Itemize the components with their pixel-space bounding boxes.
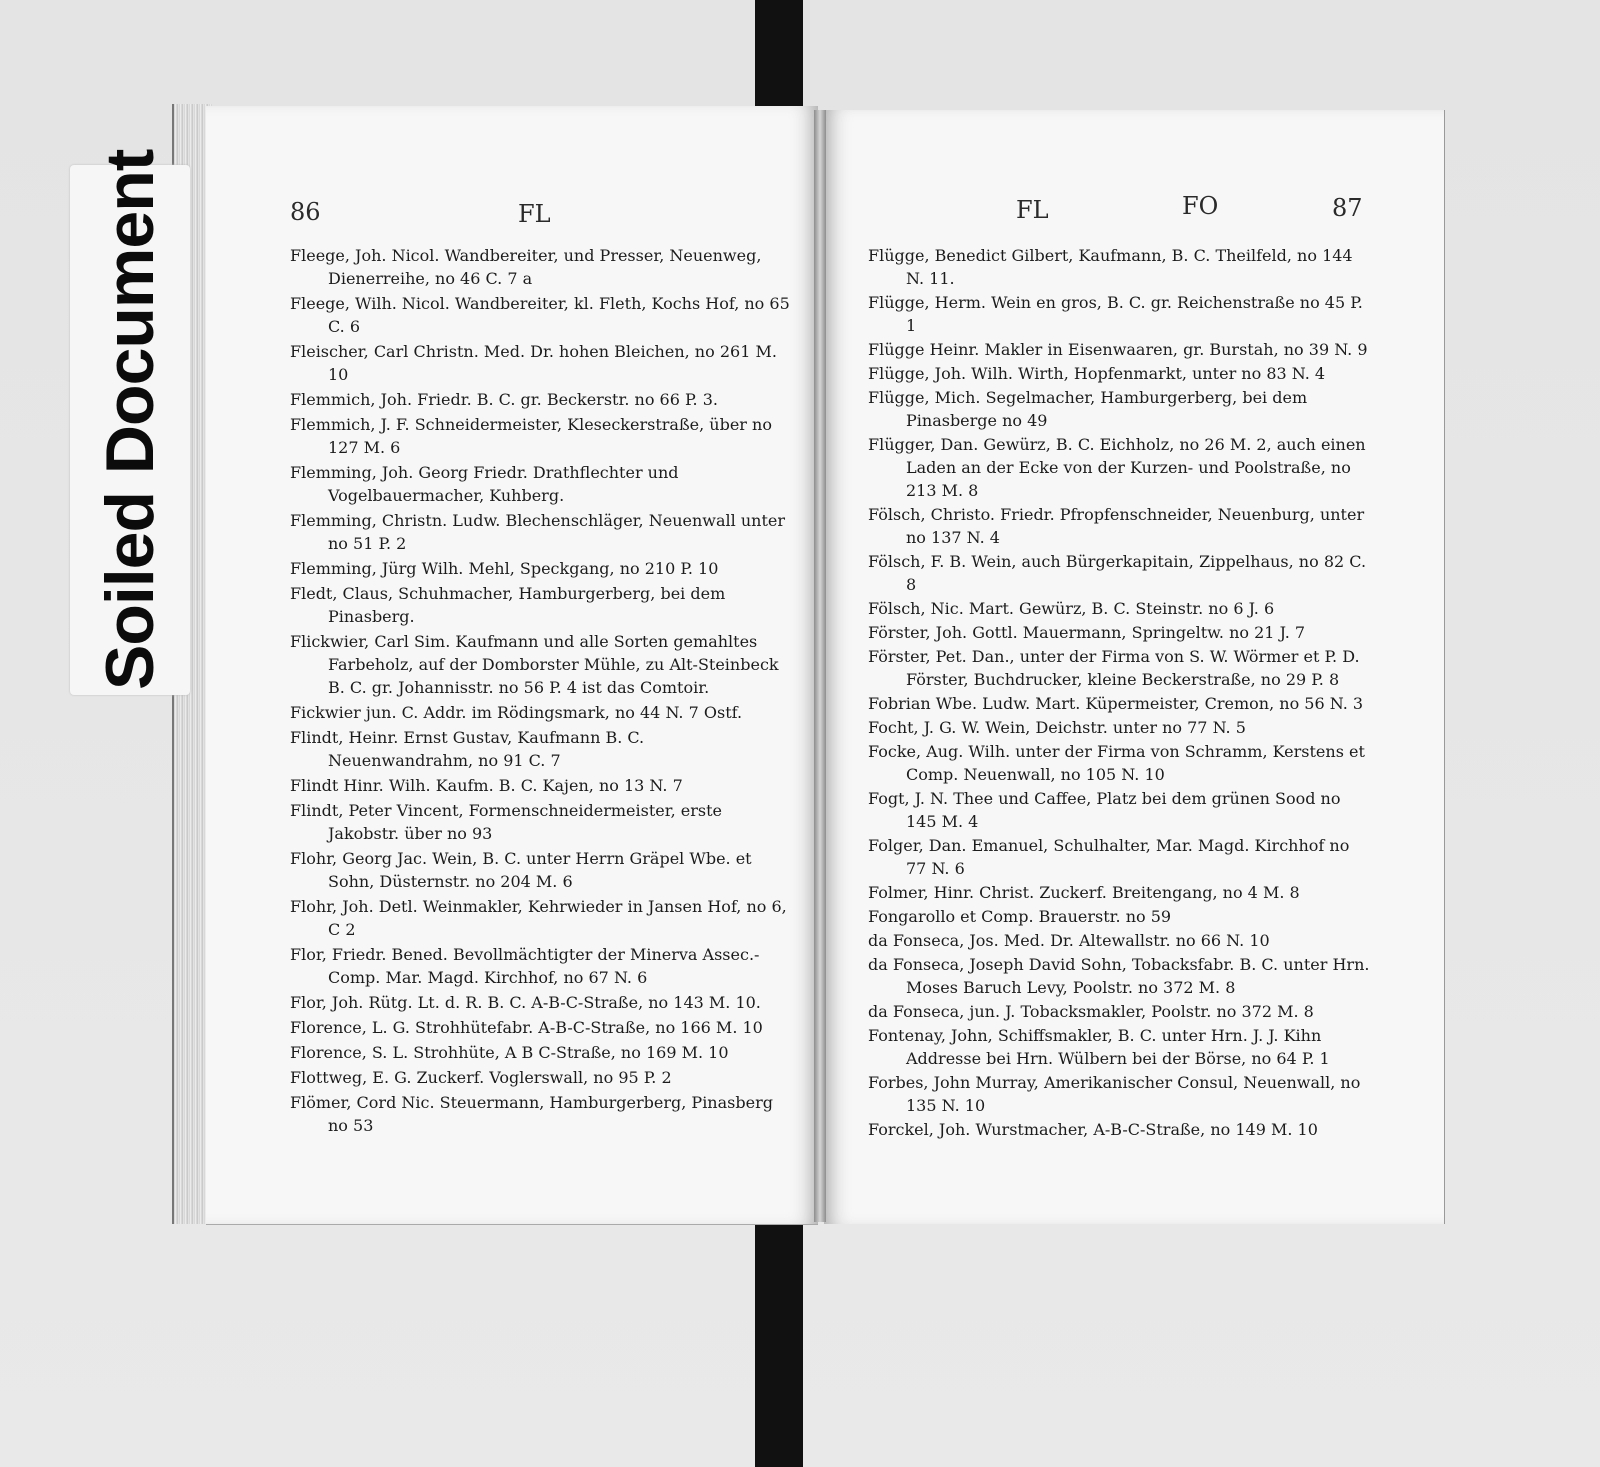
directory-entry: Focht, J. G. W. Wein, Deichstr. unter no 77 N. 5 (868, 718, 1246, 737)
directory-entry: Fontenay, John, Schiffsmakler, B. C. unter Hrn. J. J. Kihn Addresse bei Hrn. Wülbern bei der Börse, no 64 P. 1 (868, 1026, 1330, 1068)
directory-entry: Flindt Hinr. Wilh. Kaufm. B. C. Kajen, no 13 N. 7 (290, 776, 683, 795)
binding-clamp-bottom (755, 1222, 803, 1467)
directory-entry: Flindt, Heinr. Ernst Gustav, Kaufmann B. C. Neuenwandrahm, no 91 C. 7 (290, 728, 645, 770)
directory-entry: Forbes, John Murray, Amerikanischer Consul, Neuenwall, no 135 N. 10 (868, 1073, 1361, 1115)
directory-entry: Folmer, Hinr. Christ. Zuckerf. Breitengang, no 4 M. 8 (868, 883, 1300, 902)
directory-entry: Fogt, J. N. Thee und Caffee, Platz bei dem grünen Sood no 145 M. 4 (868, 789, 1341, 831)
directory-entry: Florence, S. L. Strohhüte, A B C-Straße, no 169 M. 10 (290, 1043, 729, 1062)
directory-entry: Flügge Heinr. Makler in Eisenwaaren, gr. Burstah, no 39 N. 9 (868, 340, 1368, 359)
directory-entry: Fongarollo et Comp. Brauerstr. no 59 (868, 907, 1172, 926)
right-running-head-2: FO (1182, 192, 1219, 220)
directory-entry: Flickwier, Carl Sim. Kaufmann und alle Sorten gemahltes Farbeholz, auf der Domborster Mühle, zu Alt-Steinbeck B. C. gr. Johannisstr. no 56 P. 4 ist das Comtoir. (290, 632, 779, 697)
left-entry-list (290, 244, 790, 1139)
directory-entry: Flemmich, J. F. Schneidermeister, Kleseckerstraße, über no 127 M. 6 (290, 415, 772, 457)
directory-entry: Flügge, Mich. Segelmacher, Hamburgerberg, bei dem Pinasberge no 49 (868, 388, 1308, 430)
directory-entry: Fobrian Wbe. Ludw. Mart. Küpermeister, Cremon, no 56 N. 3 (868, 694, 1364, 713)
directory-entry: Flömer, Cord Nic. Steuermann, Hamburgerberg, Pinasberg no 53 (290, 1093, 773, 1135)
directory-entry: Förster, Pet. Dan., unter der Firma von S. W. Wörmer et P. D. Förster, Buchdrucker, kleine Beckerstraße, no 29 P. 8 (868, 647, 1360, 689)
directory-entry: da Fonseca, Jos. Med. Dr. Altewallstr. no 66 N. 10 (868, 931, 1270, 950)
directory-entry: Flügge, Herm. Wein en gros, B. C. gr. Reichenstraße no 45 P. 1 (868, 293, 1363, 335)
directory-entry: Flemming, Christn. Ludw. Blechenschläger, Neuenwall unter no 51 P. 2 (290, 511, 785, 553)
directory-entry: da Fonseca, jun. J. Tobacksmakler, Poolstr. no 372 M. 8 (868, 1002, 1314, 1021)
directory-entry: Flor, Joh. Rütg. Lt. d. R. B. C. A-B-C-Straße, no 143 M. 10. (290, 993, 761, 1012)
directory-entry: Focke, Aug. Wilh. unter der Firma von Schramm, Kerstens et Comp. Neuenwall, no 105 N. 10 (868, 742, 1365, 784)
directory-entry: Flindt, Peter Vincent, Formenschneidermeister, erste Jakobstr. über no 93 (290, 801, 722, 843)
right-running-head-1: FL (1016, 196, 1049, 224)
directory-entry: Flottweg, E. G. Zuckerf. Voglerswall, no 95 P. 2 (290, 1068, 672, 1087)
directory-entry: Flohr, Joh. Detl. Weinmakler, Kehrwieder in Jansen Hof, no 6, C 2 (290, 897, 787, 939)
directory-entry: Florence, L. G. Strohhütefabr. A-B-C-Straße, no 166 M. 10 (290, 1018, 763, 1037)
directory-entry: Flügge, Benedict Gilbert, Kaufmann, B. C. Theilfeld, no 144 N. 11. (868, 246, 1353, 288)
directory-entry: Fölsch, Nic. Mart. Gewürz, B. C. Steinstr. no 6 J. 6 (868, 599, 1275, 618)
directory-entry: Fledt, Claus, Schuhmacher, Hamburgerberg, bei dem Pinasberg. (290, 584, 726, 626)
book-gutter (814, 110, 826, 1222)
directory-entry: Folger, Dan. Emanuel, Schulhalter, Mar. Magd. Kirchhof no 77 N. 6 (868, 836, 1350, 878)
left-page-number: 86 (290, 198, 321, 226)
directory-entry: Flemming, Joh. Georg Friedr. Drathflechter und Vogelbauermacher, Kuhberg. (290, 463, 679, 505)
directory-entry: Fleege, Joh. Nicol. Wandbereiter, und Presser, Neuenweg, Dienerreihe, no 46 C. 7 a (290, 246, 762, 288)
right-page-number: 87 (1332, 194, 1363, 222)
document-status-label: Soiled Document (92, 149, 168, 690)
directory-entry: da Fonseca, Joseph David Sohn, Tobacksfabr. B. C. unter Hrn. Moses Baruch Levy, Poolstr. no 372 M. 8 (868, 955, 1370, 997)
directory-entry: Flor, Friedr. Bened. Bevollmächtigter der Minerva Assec.-Comp. Mar. Magd. Kirchhof, no 67 N. 6 (290, 945, 760, 987)
directory-entry: Fölsch, F. B. Wein, auch Bürgerkapitain, Zippelhaus, no 82 C. 8 (868, 552, 1367, 594)
directory-entry: Fickwier jun. C. Addr. im Rödingsmark, no 44 N. 7 Ostf. (290, 703, 743, 722)
directory-entry: Flemmich, Joh. Friedr. B. C. gr. Beckerstr. no 66 P. 3. (290, 390, 718, 409)
directory-entry: Förster, Joh. Gottl. Mauermann, Springeltw. no 21 J. 7 (868, 623, 1306, 642)
directory-entry: Flügger, Dan. Gewürz, B. C. Eichholz, no 26 M. 2, auch einen Laden an der Ecke von der Kurzen- und Poolstraße, no 213 M. 8 (868, 435, 1366, 500)
directory-entry: Forckel, Joh. Wurstmacher, A-B-C-Straße, no 149 M. 10 (868, 1120, 1318, 1139)
directory-entry: Flohr, Georg Jac. Wein, B. C. unter Herrn Gräpel Wbe. et Sohn, Düsternstr. no 204 M. 6 (290, 849, 752, 891)
left-running-head: FL (518, 200, 551, 228)
right-entry-list (868, 244, 1373, 1142)
directory-entry: Fleischer, Carl Christn. Med. Dr. hohen Bleichen, no 261 M. 10 (290, 342, 777, 384)
directory-entry: Flügge, Joh. Wilh. Wirth, Hopfenmarkt, unter no 83 N. 4 (868, 364, 1326, 383)
directory-entry: Fölsch, Christo. Friedr. Pfropfenschneider, Neuenburg, unter no 137 N. 4 (868, 505, 1365, 547)
binding-clamp-top (755, 0, 803, 118)
directory-entry: Fleege, Wilh. Nicol. Wandbereiter, kl. Fleth, Kochs Hof, no 65 C. 6 (290, 294, 790, 336)
directory-entry: Flemming, Jürg Wilh. Mehl, Speckgang, no 210 P. 10 (290, 559, 719, 578)
